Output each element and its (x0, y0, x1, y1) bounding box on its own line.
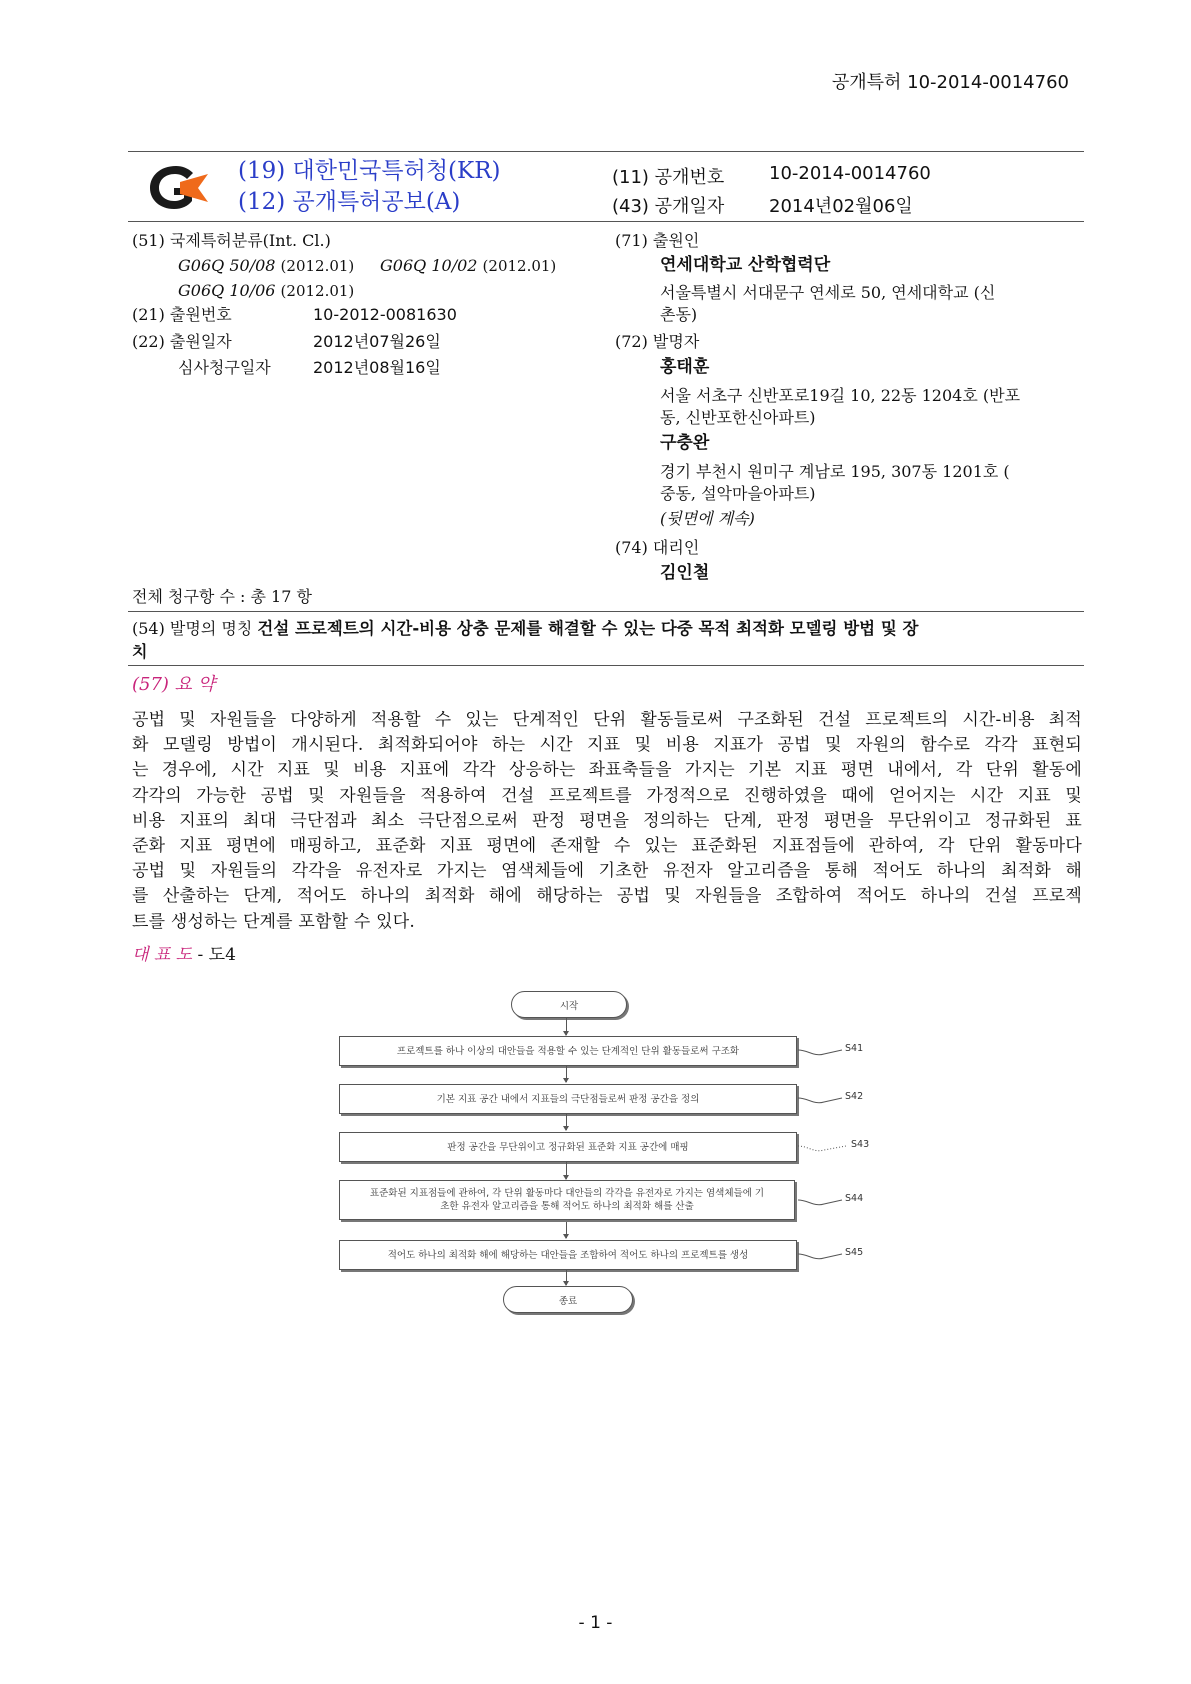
abstract-line: 를 산출하는 단계, 적어도 하나의 최적화 해에 해당하는 공법 및 자원들을 조합하여 적어도 하나의 건설 프로젝 (132, 886, 1082, 907)
ipc-entry (178, 278, 354, 304)
rep-figure-value: 도4 (208, 945, 236, 965)
rep-figure-dash: - (197, 945, 204, 965)
office-line-2: (12) 공개특허공보(A) (238, 189, 461, 215)
step-id: S43 (851, 1139, 870, 1150)
agent-label: (74) 대리인 (615, 538, 700, 557)
flowchart-arrow (566, 1114, 567, 1130)
pub-no-label: (11) 공개번호 (612, 167, 725, 188)
abstract-line: 공법 및 자원들의 각각을 유전자로 가지는 염색체들에 기초한 유전자 알고리즘을 통해 적어도 하나의 최적화 해 (132, 861, 1082, 882)
abstract-label: (57) 요 약 (132, 674, 216, 695)
flowchart-step: 판정 공간을 무단위이고 정규화된 표준화 지표 공간에 매핑 (339, 1132, 797, 1162)
representative-figure (132, 940, 236, 965)
rep-figure-label: 대 표 도 (132, 945, 193, 965)
app-date-label: (22) 출원일자 (132, 332, 232, 351)
inventor-name: 홍태훈 (660, 357, 710, 377)
applicant-label: (71) 출원인 (615, 231, 700, 250)
pub-date-label: (43) 공개일자 (612, 196, 725, 217)
agent-name: 김인철 (660, 563, 710, 583)
section-rule (128, 665, 1084, 666)
ipc-code: G06Q 50/08 (178, 256, 276, 275)
applicant-address: 서울특별시 서대문구 연세로 50, 연세대학교 (신 (660, 283, 996, 302)
flowchart-arrow (566, 1270, 567, 1285)
ipc-label: (51) 국제특허분류(Int. Cl.) (132, 231, 331, 250)
flowchart-arrow (566, 1066, 567, 1082)
invention-title (132, 616, 1082, 641)
flowchart-step: 프로젝트를 하나 이상의 대안들을 적용할 수 있는 단계적인 단위 활동들로써 구조화 (339, 1036, 797, 1066)
inventor-address: 동, 신반포한신아파트) (660, 408, 816, 427)
pub-no-value: 10-2014-0014760 (769, 163, 931, 184)
section-rule (128, 611, 1084, 612)
flowchart-arrow (566, 1162, 567, 1179)
flowchart-arrow (566, 1222, 567, 1238)
ipc-entry (380, 253, 556, 279)
inventor-name: 구충완 (660, 433, 710, 453)
title-text: 건설 프로젝트의 시간-비용 상충 문제를 해결할 수 있는 다중 목적 최적화 모델링 방법 및 장 (257, 619, 919, 638)
inventor-address: 경기 부천시 원미구 계남로 195, 307동 1201호 ( (660, 462, 1010, 481)
abstract-line: 트를 생성하는 단계를 포함할 수 있다. (132, 911, 415, 932)
flowchart-leaders (796, 1040, 846, 1272)
flowchart-start: 시작 (511, 991, 627, 1018)
exam-date-value: 2012년08월16일 (313, 358, 441, 377)
applicant-address: 촌동) (660, 305, 698, 324)
office-line-1: (19) 대한민국특허청(KR) (238, 158, 501, 184)
abstract-line: 화 모델링 방법이 개시된다. 최적화되어야 하는 시간 지표 및 비용 지표가 공법 및 자원의 함수로 각각 표현되 (132, 735, 1082, 756)
step-id: S41 (845, 1043, 864, 1054)
page-number: - 1 - (578, 1613, 613, 1633)
app-date-value: 2012년07월26일 (313, 332, 441, 351)
applicant-name: 연세대학교 산학협력단 (660, 255, 831, 275)
ipc-code: G06Q 10/06 (178, 281, 276, 300)
step-id: S42 (845, 1091, 864, 1102)
abstract-body (132, 708, 1082, 935)
ipc-version: (2012.01) (482, 257, 557, 275)
flowchart-step: 기본 지표 공간 내에서 지표들의 극단점들로써 판정 공간을 정의 (339, 1084, 797, 1114)
inventor-address: 서울 서초구 신반포로19길 10, 22동 1204호 (반포 (660, 386, 1021, 405)
flowchart-end: 종료 (503, 1286, 633, 1313)
abstract-line: 비용 지표의 최대 극단점과 최소 극단점으로써 판정 평면을 정의하는 단계, 판정 평면을 무단위이고 정규화된 표 (132, 810, 1082, 831)
step-id: S44 (845, 1193, 864, 1204)
inventor-address: 중동, 설악마을아파트) (660, 484, 816, 503)
ipc-code: G06Q 10/02 (380, 256, 478, 275)
title-label: (54) 발명의 명칭 (132, 619, 253, 638)
abstract-line: 공법 및 자원들을 다양하게 적용할 수 있는 단계적인 단위 활동들로써 구조화된 건설 프로젝트의 시간-비용 최적 (132, 710, 1082, 730)
continued-note: (뒷면에 계속) (660, 509, 755, 528)
flowchart-arrow (566, 1018, 567, 1035)
app-no-label: (21) 출원번호 (132, 305, 232, 324)
abstract-line: 는 경우에, 시간 지표 및 비용 지표에 각각 상응하는 좌표축들을 가지는 기본 지표 평면 내에서, 각 단위 활동에 (132, 760, 1082, 781)
claims-total: 전체 청구항 수 : 총 17 항 (132, 587, 312, 606)
abstract-line: 준화 지표 평면에 매핑하고, 표준화 지표 평면에 존재할 수 있는 표준화된 지표점들에 관하여, 각 단위 활동마다 (132, 836, 1082, 857)
abstract-line: 각각의 가능한 공법 및 자원들을 적용하여 건설 프로젝트를 가정적으로 진행하였을 때에 얻어지는 시간 지표 및 (132, 785, 1082, 806)
inventor-label: (72) 발명자 (615, 332, 700, 351)
ipc-version: (2012.01) (280, 282, 355, 300)
exam-date-label: 심사청구일자 (178, 358, 271, 377)
flowchart-step: 표준화된 지표점들에 관하여, 각 단위 활동마다 대안들의 각각을 유전자로 가지는 염색체들에 기초한 유전자 알고리즘을 통해 적어도 하나의 최적화 해를 산출 (339, 1180, 795, 1220)
pub-date-value: 2014년02월06일 (769, 196, 913, 217)
header-rule-bottom (128, 221, 1084, 222)
step-id: S45 (845, 1247, 864, 1258)
ipc-entry (178, 253, 354, 279)
title-text-continued: 치 (132, 642, 148, 661)
flowchart-step: 적어도 하나의 최적화 해에 해당하는 대안들을 조합하여 적어도 하나의 프로젝트를 생성 (339, 1240, 797, 1270)
document-number-header: 공개특허 10-2014-0014760 (831, 72, 1069, 93)
header-rule-top (128, 151, 1084, 152)
ipc-version: (2012.01) (280, 257, 355, 275)
kipo-logo (146, 160, 210, 214)
app-no-value: 10-2012-0081630 (313, 305, 457, 324)
